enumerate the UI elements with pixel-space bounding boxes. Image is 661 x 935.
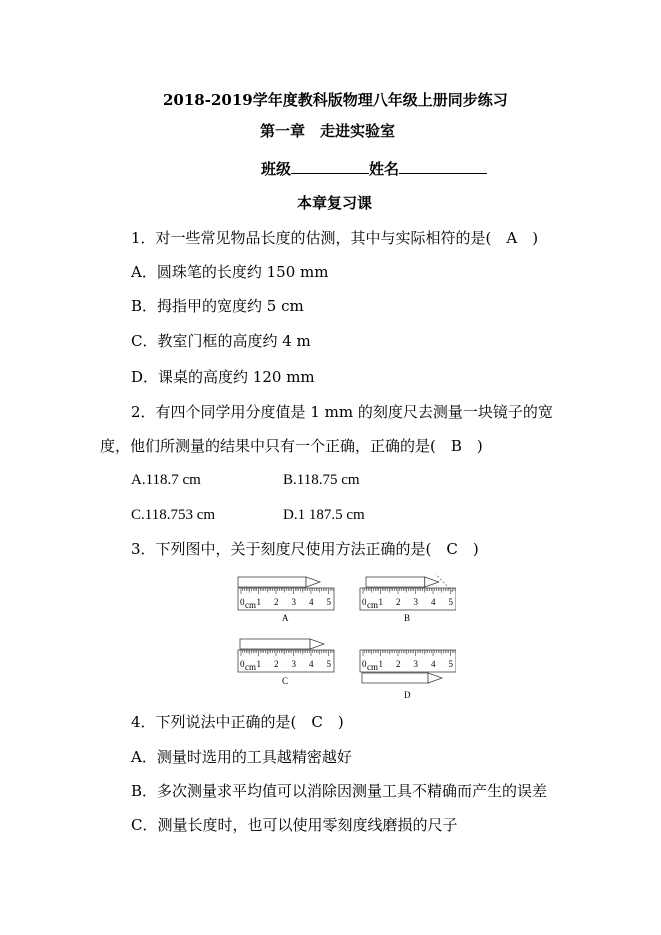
ruler-label-1: 1 [256,597,261,607]
pencil-tip [425,577,439,587]
ruler-label-unit: cm [245,662,256,672]
question-4: 4．下列说法中正确的是( C ) [131,713,344,731]
ruler-label-3: 3 [291,597,296,607]
q2-option-a: A.118.7 cm [131,472,201,488]
section-title: 本章复习课 [297,194,373,212]
question-2-line2: 度，他们所测量的结果中只有一个正确，正确的是( B ) [100,437,483,455]
ruler-label-2: 2 [396,659,401,669]
q2-option-c: C.118.753 cm [131,507,216,523]
question-3: 3．下列图中，关于刻度尺使用方法正确的是( C ) [131,540,479,558]
q1-option-d: D．课桌的高度约 120 mm [131,368,315,386]
ruler-label-2: 2 [396,597,401,607]
pencil-tip [310,639,324,649]
class-label: 班级 [261,160,292,178]
ruler-label-5: 5 [448,597,453,607]
q2-option-b: B.118.75 cm [283,472,360,488]
ruler-label-5: 5 [448,659,453,669]
ruler-label-unit: cm [245,600,256,610]
q2-option-d: D.1 187.5 cm [283,507,365,523]
panel-label-A: A [282,613,289,623]
ruler-label-zero: 0 [240,597,245,607]
ruler-label-2: 2 [274,659,279,669]
ruler-label-3: 3 [291,659,296,669]
ruler-label-4: 4 [309,597,314,607]
chapter-title: 第一章 走进实验室 [260,122,396,140]
ruler-label-3: 3 [413,659,418,669]
ruler-label-zero: 0 [362,597,367,607]
pencil-tip [306,577,320,587]
ruler-label-2: 2 [274,597,279,607]
pencil-body [362,673,428,683]
name-blank[interactable] [399,157,487,174]
ruler-label-1: 1 [378,659,383,669]
question-1: 1．对一些常见物品长度的估测，其中与实际相符的是( A ) [131,229,539,247]
ruler-label-unit: cm [367,662,378,672]
panel-label-C: C [282,676,289,686]
q4-option-a: A．测量时选用的工具越精密越好 [131,748,352,766]
q4-option-b: B．多次测量求平均值可以消除因测量工具不精确而产生的误差 [131,782,548,800]
document-title: 2018-2019学年度教科版物理八年级上册同步练习 [163,91,508,109]
pencil-tip [428,673,442,683]
ruler-figure [236,574,456,704]
panel-label-D: D [404,690,411,700]
question-2-line1: 2．有四个同学用分度值是 1 mm 的刻度尺去测量一块镜子的宽 [131,403,553,421]
class-blank[interactable] [291,157,369,174]
ruler-label-4: 4 [309,659,314,669]
q4-option-c: C．测量长度时，也可以使用零刻度线磨损的尺子 [131,816,458,834]
ruler-label-1: 1 [256,659,261,669]
name-label: 姓名 [369,160,400,178]
q1-option-a: A．圆珠笔的长度约 150 mm [131,263,329,281]
pencil-body [240,639,310,649]
ruler-label-5: 5 [326,659,331,669]
ruler-label-zero: 0 [240,659,245,669]
panel-label-B: B [404,613,411,623]
pencil-body [238,577,306,587]
q1-option-c: C．教室门框的高度约 4 m [131,332,311,350]
ruler-label-1: 1 [378,597,383,607]
ruler-label-3: 3 [413,597,418,607]
student-info [261,157,487,179]
q1-option-b: B．拇指甲的宽度约 5 cm [131,297,304,315]
ruler-label-4: 4 [431,659,436,669]
ruler-label-4: 4 [431,597,436,607]
ruler-label-zero: 0 [362,659,367,669]
ruler-label-5: 5 [326,597,331,607]
pencil-body [366,577,425,587]
ruler-label-unit: cm [367,600,378,610]
